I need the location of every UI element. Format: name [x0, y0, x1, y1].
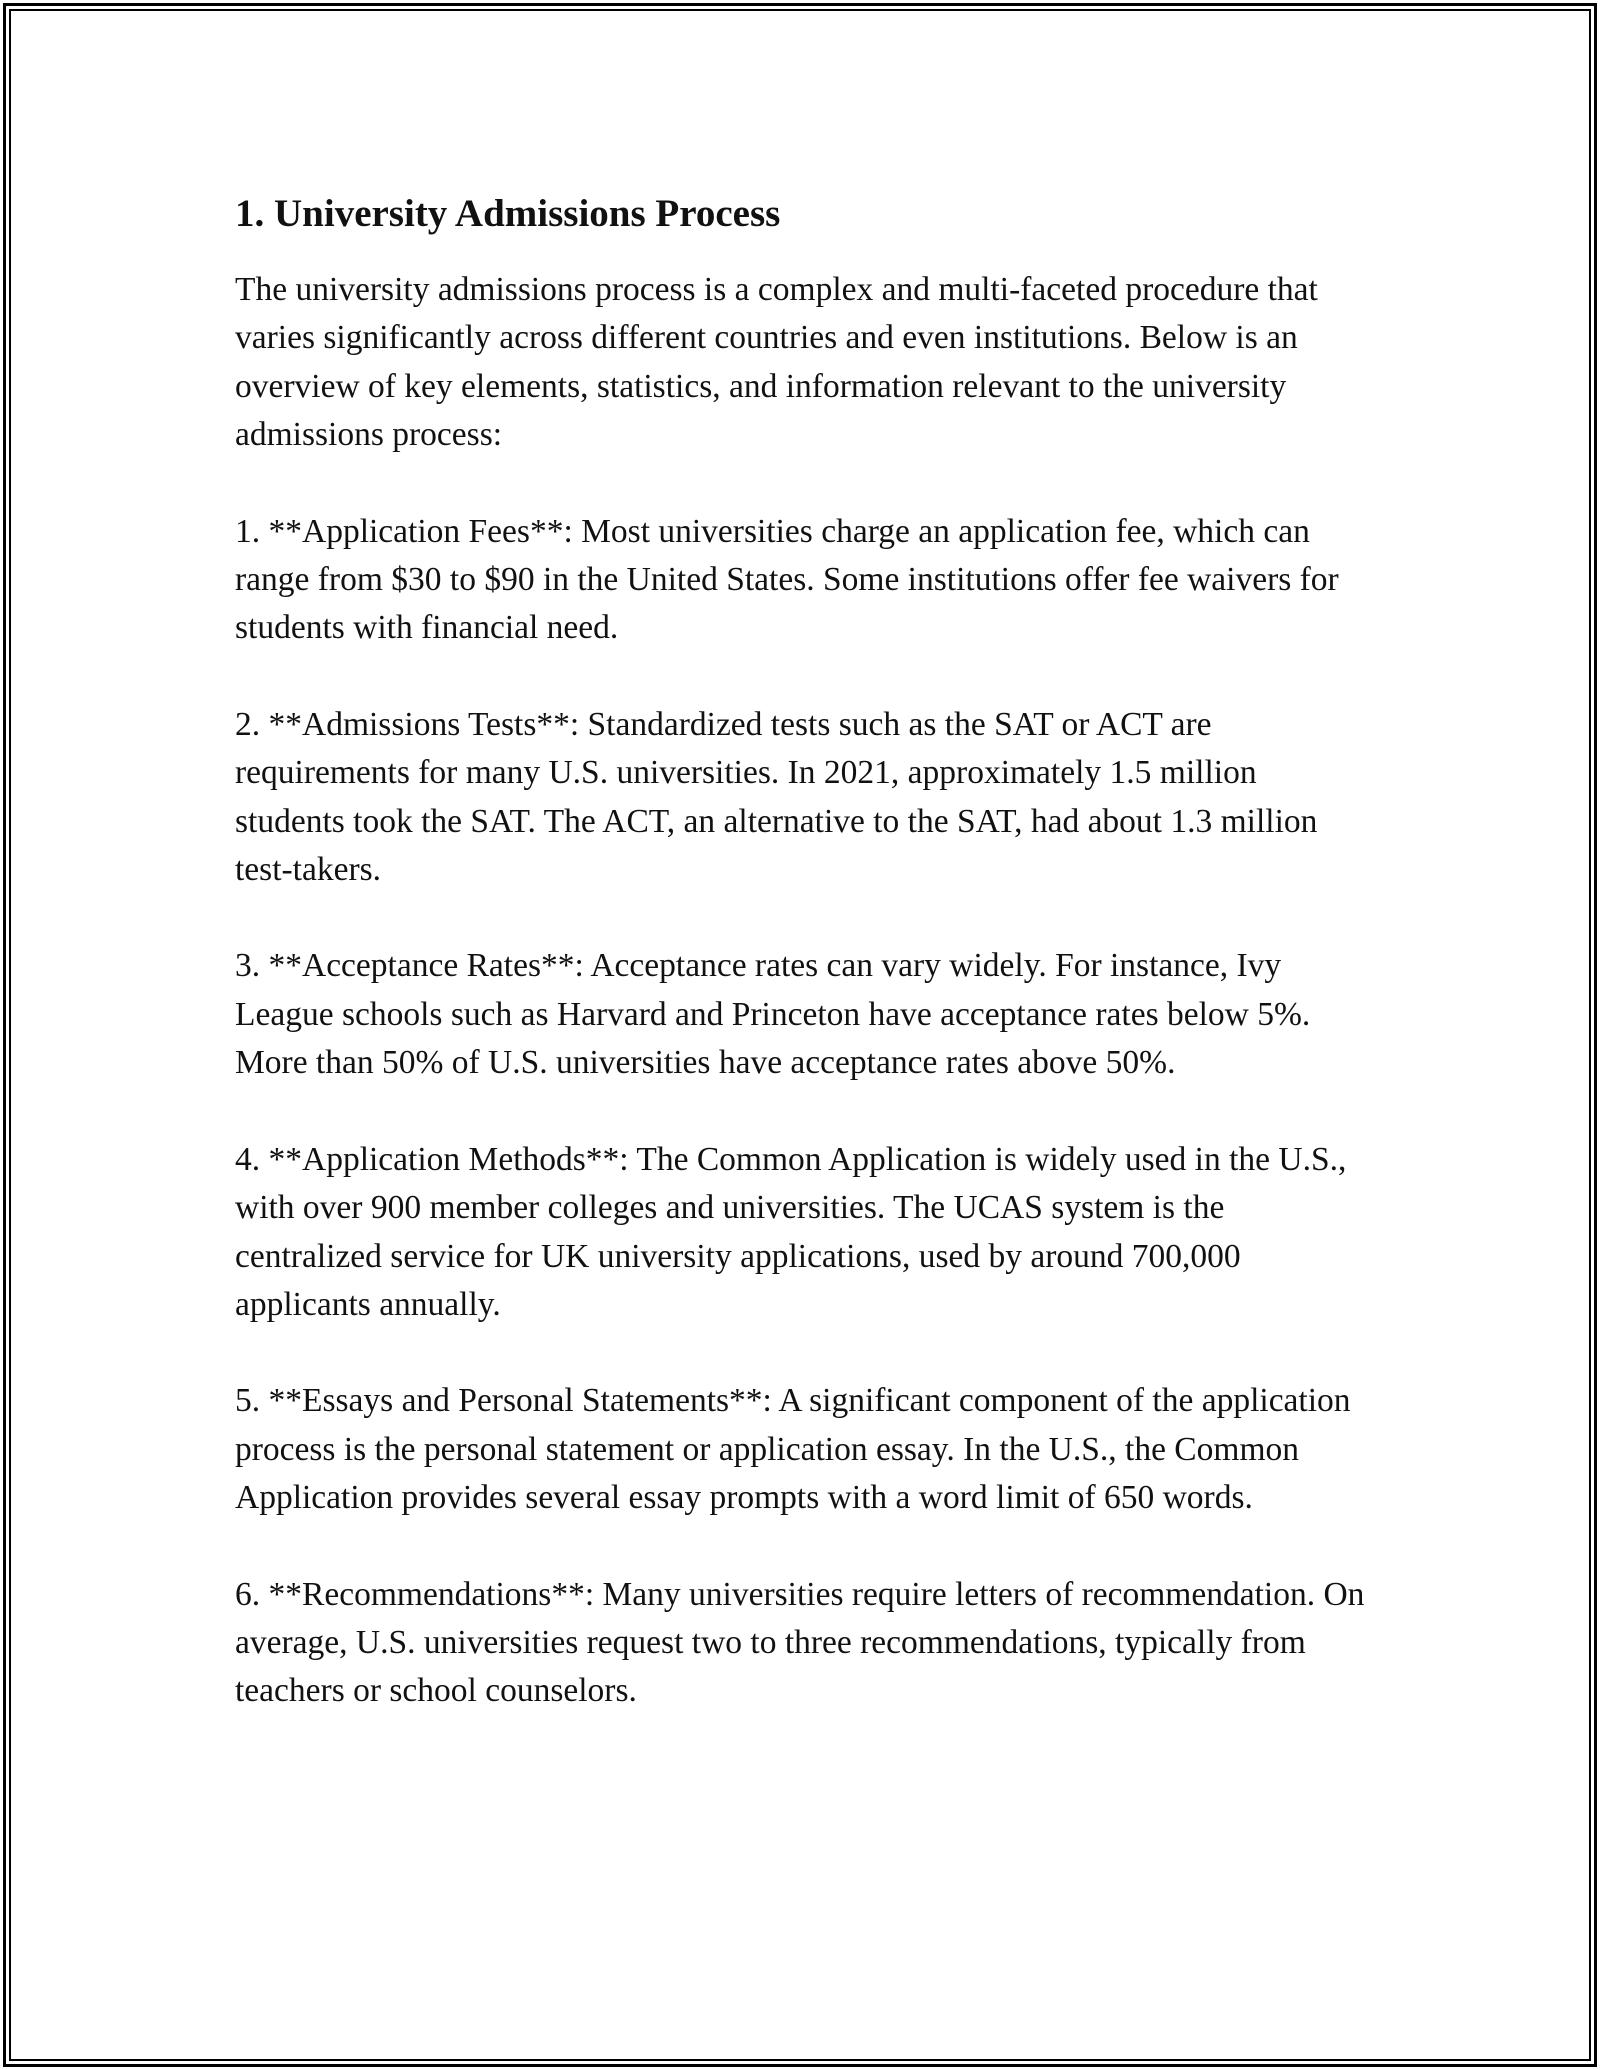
intro-paragraph: The university admissions process is a complex and multi-faceted procedure that varies significantly across different countries and even institutions. Below is an overview of key elements, statistics, and information relevant to the university admissions process: — [235, 271, 1318, 454]
item-admissions-tests: 2. **Admissions Tests**: Standardized tests such as the SAT or ACT are requirements for many U.S. universities. In 2021, approximately 1.5 million students took the SAT. The ACT, an alternative to the SAT, had about 1.3 million test-takers. — [235, 705, 1318, 889]
item-acceptance-rates: 3. **Acceptance Rates**: Acceptance rates can vary widely. For instance, Ivy League schools such as Harvard and Princeton have acceptance rates below 5%. More than 50% of U.S. universities have acceptance rates above 50%. — [235, 947, 1311, 1082]
item-essays-personal-statements: 5. **Essays and Personal Statements**: A significant component of the application process is the personal statement or application essay. In the U.S., the Common Application provides several essay prompts with a word limit of 650 words. — [235, 1382, 1351, 1517]
item-application-fees: 1. **Application Fees**: Most universities charge an application fee, which can range from $30 to $90 in the United States. Some institutions offer fee waivers for students with financial need. — [235, 512, 1339, 647]
section-title: 1. University Admissions Process — [235, 192, 781, 235]
document-body — [235, 184, 1365, 1764]
item-application-methods: 4. **Application Methods**: The Common Application is widely used in the U.S., with over 900 member colleges and universities. The UCAS system is the centralized service for UK university applications, used by around 700,000 applicants annually. — [235, 1140, 1347, 1323]
item-recommendations: 6. **Recommendations**: Many universities require letters of recommendation. On average, U.S. universities request two to three recommendations, typically from teachers or school counselors. — [235, 1575, 1365, 1710]
